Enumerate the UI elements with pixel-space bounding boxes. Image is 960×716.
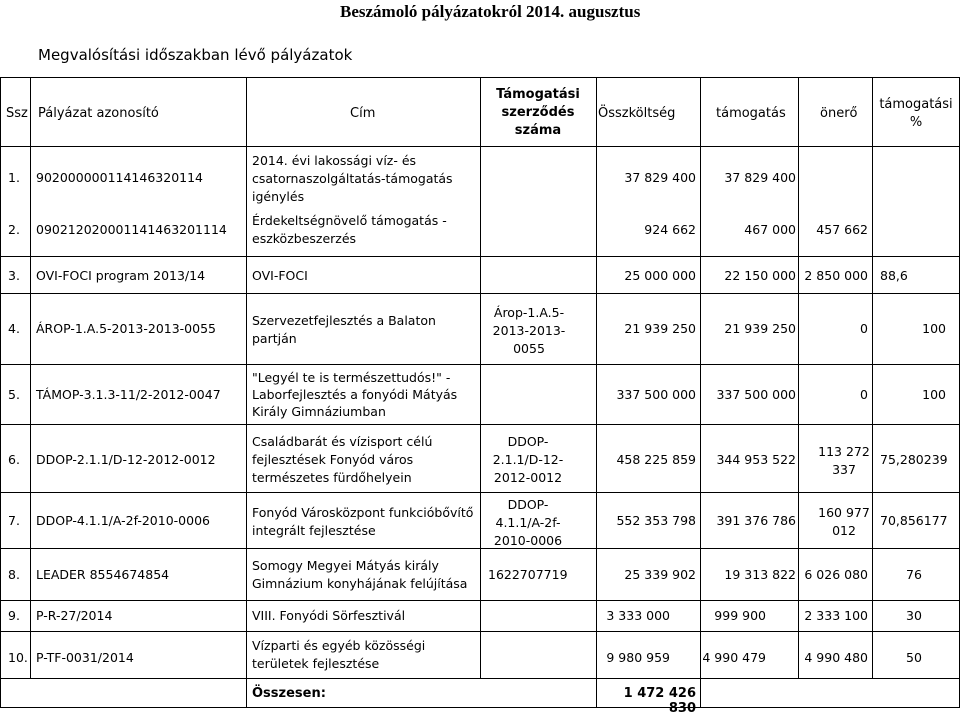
row3-azonosito: OVI-FOCI program 2013/14 (36, 268, 206, 283)
row7-tamogatas: 391 376 786 (716, 513, 796, 528)
header-szerzodes: Támogatási szerződés száma (496, 87, 580, 138)
row8-pct: 76 (906, 567, 922, 582)
row9-osszkoltseg: 3 333 000 (606, 608, 670, 623)
row5-azonosito: TÁMOP-3.1.3-11/2-2012-0047 (36, 387, 221, 402)
row3-osszkoltseg: 25 000 000 (624, 268, 696, 283)
row10-onero: 4 990 480 (804, 650, 868, 665)
row7-onero: 160 977 012 (818, 505, 870, 538)
row8-ssz: 8. (8, 567, 20, 582)
row7-pct: 70,856177 (880, 513, 948, 528)
row1-azonosito: 902000000114146320114 (36, 170, 204, 185)
column-divider (246, 77, 247, 708)
row2-osszkoltseg: 924 662 (644, 222, 696, 237)
row9-tamogatas: 999 900 (714, 608, 766, 623)
row1-tamogatas: 37 829 400 (724, 170, 796, 185)
row5-pct: 100 (922, 387, 946, 402)
row1-osszkoltseg: 37 829 400 (624, 170, 696, 185)
row9-onero: 2 333 100 (804, 608, 868, 623)
row7-ssz: 7. (8, 513, 20, 528)
column-divider (872, 77, 873, 678)
row4-tamogatas: 21 939 250 (724, 321, 796, 336)
row6-osszkoltseg: 458 225 859 (616, 452, 696, 467)
row9-ssz: 9. (8, 608, 20, 623)
header-tamogatasi-pct: támogatási % (879, 97, 953, 130)
row4-szerzodes: Árop-1.A.5-2013-2013-0055 (492, 305, 566, 356)
row2-azonosito: 090212020001141463201114 (36, 222, 227, 237)
row3-tamogatas: 22 150 000 (724, 268, 796, 283)
row2-cim: Érdekeltségnövelő támogatás - eszközbeszerzés (252, 213, 447, 246)
row4-cim: Szervezetfejlesztés a Balaton partján (252, 313, 436, 346)
row8-cim: Somogy Megyei Mátyás király Gimnázium konyhájának felújítása (252, 558, 468, 591)
column-divider (480, 77, 481, 678)
column-divider (30, 77, 31, 678)
row6-tamogatas: 344 953 522 (716, 452, 796, 467)
row9-azonosito: P-R-27/2014 (36, 608, 113, 623)
row2-onero: 457 662 (816, 222, 868, 237)
row10-ssz: 10. (8, 650, 28, 665)
row-divider (0, 678, 960, 679)
section-title: Megvalósítási időszakban lévő pályázatok (38, 46, 353, 64)
row4-onero: 0 (860, 321, 868, 336)
header-cim: Cím (350, 106, 376, 121)
row9-pct: 30 (906, 608, 922, 623)
header-tamogatas: támogatás (716, 106, 786, 121)
row5-osszkoltseg: 337 500 000 (616, 387, 696, 402)
row2-ssz: 2. (8, 222, 20, 237)
header-ssz: Ssz (6, 106, 28, 121)
row8-osszkoltseg: 1622707719 (488, 567, 568, 582)
row10-cim: Vízparti és egyéb közösségi területek fejlesztése (252, 638, 426, 671)
row3-pct: 88,6 (880, 268, 908, 283)
row6-cim: Családbarát és vízisport célú fejlesztések Fonyód város természetes fürdőhelyein (252, 434, 433, 485)
row1-ssz: 1. (8, 170, 20, 185)
row10-tamogatas: 4 990 479 (702, 650, 766, 665)
row8-tamogatas: 25 339 902 (624, 567, 696, 582)
row3-cim: OVI-FOCI (252, 268, 308, 283)
row5-tamogatas: 337 500 000 (716, 387, 796, 402)
row6-pct: 75,280239 (880, 452, 948, 467)
row7-azonosito: DDOP-4.1.1/A-2f-2010-0006 (36, 513, 210, 528)
column-divider (0, 77, 1, 708)
row6-szerzodes: DDOP-2.1.1/D-12-2012-0012 (492, 434, 564, 485)
row10-osszkoltseg: 9 980 959 (606, 650, 670, 665)
row1-cim: 2014. évi lakossági víz- és csatornaszolgáltatás-támogatás igénylés (252, 153, 453, 204)
row5-ssz: 5. (8, 387, 20, 402)
row3-onero: 2 850 000 (804, 268, 868, 283)
document-title: Beszámoló pályázatokról 2014. augusztus (340, 2, 641, 21)
row6-onero: 113 272 337 (818, 444, 870, 477)
row7-osszkoltseg: 552 353 798 (616, 513, 696, 528)
row4-pct: 100 (922, 321, 946, 336)
header-osszkoltseg: Összköltség (598, 106, 676, 121)
row3-ssz: 3. (8, 268, 20, 283)
row4-ssz: 4. (8, 321, 20, 336)
total-value: 1 472 426 830 (623, 686, 696, 716)
row8-azonosito: LEADER 8554674854 (36, 567, 170, 582)
row9-cim: VIII. Fonyódi Sörfesztivál (252, 608, 406, 623)
row10-azonosito: P-TF-0031/2014 (36, 650, 134, 665)
header-azonosito: Pályázat azonosító (38, 106, 159, 121)
header-onero: önerő (820, 106, 858, 121)
column-divider (798, 77, 799, 678)
row5-cim: "Legyél te is természettudós!" - Laborfejlesztés a fonyódi Mátyás Király Gimnáziumban (252, 370, 458, 419)
total-label: Összesen: (252, 686, 326, 701)
row5-onero: 0 (860, 387, 868, 402)
row6-ssz: 6. (8, 452, 20, 467)
row8-onero2: 6 026 080 (804, 567, 868, 582)
row4-azonosito: ÁROP-1.A.5-2013-2013-0055 (36, 321, 216, 336)
row2-tamogatas: 467 000 (744, 222, 796, 237)
row7-cim: Fonyód Városközpont funkcióbővítő integrált fejlesztése (252, 505, 474, 538)
row8-onero: 19 313 822 (724, 567, 796, 582)
row6-azonosito: DDOP-2.1.1/D-12-2012-0012 (36, 452, 216, 467)
row10-pct: 50 (906, 650, 922, 665)
row4-osszkoltseg: 21 939 250 (624, 321, 696, 336)
row7-szerzodes: DDOP-4.1.1/A-2f-2010-0006 (493, 497, 563, 548)
